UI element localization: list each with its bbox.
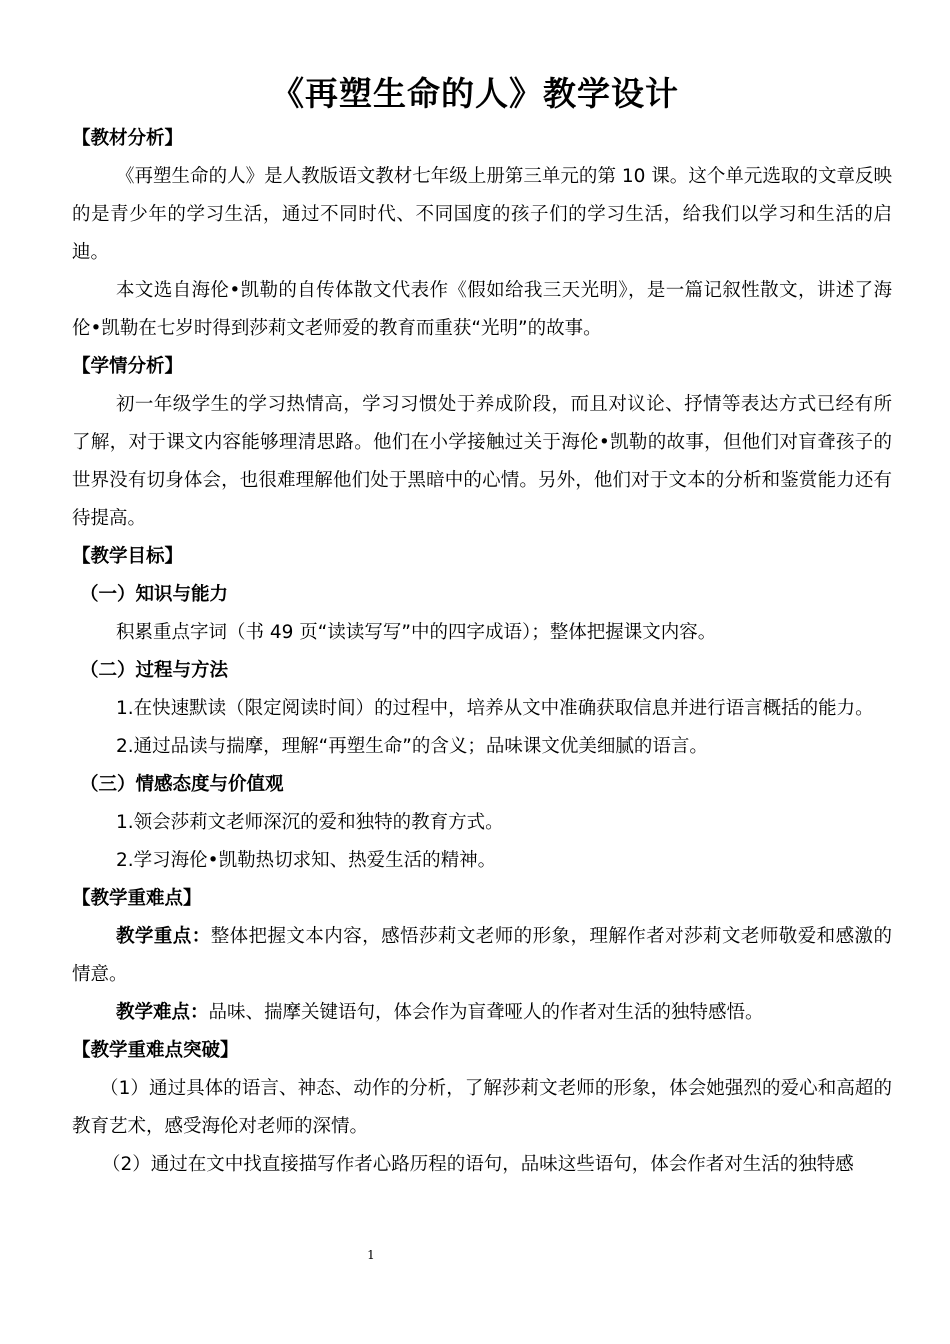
key-point-paragraph <box>72 918 892 994</box>
difficult-point-paragraph <box>72 994 892 1032</box>
list-item: （2）通过在文中找直接描写作者心路历程的语句，品味这些语句，体会作者对生活的独特感 <box>102 1154 854 1175</box>
key-point-label: 教学重点： <box>116 926 211 947</box>
list-item: 1.在快速默读（限定阅读时间）的过程中，培养从文中准确获取信息并进行语言概括的能力。 <box>116 698 874 719</box>
paragraph: 本文选自海伦•凯勒的自传体散文代表作《假如给我三天光明》，是一篇记叙性散文，讲述了海伦•凯勒在七岁时得到莎莉文老师爱的教育而重获“光明”的故事。 <box>72 280 892 339</box>
list-item: （1）通过具体的语言、神态、动作的分析，了解莎莉文老师的形象，体会她强烈的爱心和高超的教育艺术，感受海伦对老师的深情。 <box>72 1078 892 1137</box>
list-item: 2.通过品读与揣摩，理解“再塑生命”的含义；品味课文优美细腻的语言。 <box>116 736 708 757</box>
paragraph: 《再塑生命的人》是人教版语文教材七年级上册第三单元的第 10 课。这个单元选取的文章反映的是青少年的学习生活，通过不同时代、不同国度的孩子们的学习生活，给我们以学习和生活的启迪。 <box>72 166 892 263</box>
subheading-emotion-values: （三）情感态度与价值观 <box>80 774 284 795</box>
document-title: 《再塑生命的人》教学设计 <box>271 74 679 113</box>
section-heading-student-analysis: 【学情分析】 <box>72 356 184 377</box>
subheading-process-method: （二）过程与方法 <box>80 660 229 681</box>
section-heading-textbook-analysis: 【教材分析】 <box>72 128 184 149</box>
page-number: 1 <box>367 1248 375 1262</box>
list-item: 1.领会莎莉文老师深沉的爱和独特的教育方式。 <box>116 812 504 833</box>
document-body <box>72 120 892 1184</box>
list-item: 2.学习海伦•凯勒热切求知、热爱生活的精神。 <box>116 850 497 871</box>
paragraph: 初一年级学生的学习热情高，学习习惯处于养成阶段，而且对议论、抒情等表达方式已经有所了解，对于课文内容能够理清思路。他们在小学接触过关于海伦•凯勒的故事，但他们对盲聋孩子的世界没有切身体会，也很难理解他们处于黑暗中的心情。另外，他们对于文本的分析和鉴赏能力还有待提高。 <box>72 394 892 529</box>
section-heading-breakthrough: 【教学重难点突破】 <box>72 1040 239 1061</box>
difficult-point-label: 教学难点： <box>116 1002 209 1023</box>
section-heading-key-points: 【教学重难点】 <box>72 888 202 909</box>
section-heading-teaching-goals: 【教学目标】 <box>72 546 184 567</box>
difficult-point-text: 品味、揣摩关键语句，体会作为盲聋哑人的作者对生活的独特感悟。 <box>208 1002 764 1023</box>
key-point-text: 整体把握文本内容，感悟莎莉文老师的形象，理解作者对莎莉文老师敬爱和感激的情意。 <box>72 926 892 985</box>
subheading-knowledge-ability: （一）知识与能力 <box>80 584 229 605</box>
paragraph: 积累重点字词（书 49 页“读读写写”中的四字成语）；整体把握课文内容。 <box>116 622 717 643</box>
